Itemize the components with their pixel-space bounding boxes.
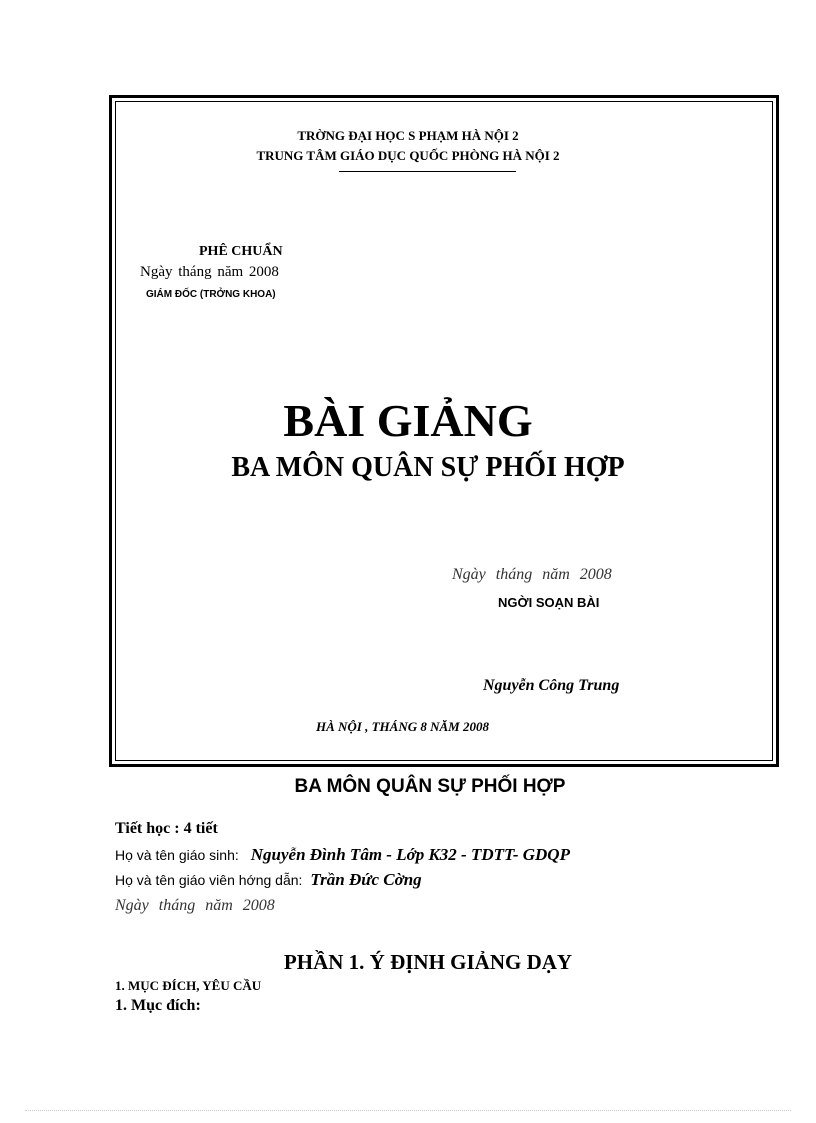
- student-line: [115, 845, 570, 865]
- student-label: Họ và tên giáo sinh:: [115, 847, 239, 863]
- header-rule: [339, 171, 516, 172]
- author-name: Nguyễn Công Trung: [483, 677, 620, 694]
- teacher-line: [115, 870, 422, 890]
- cover-subtitle: BA MÔN QUÂN SỰ PHỐI HỢP: [231, 452, 625, 483]
- teacher-value: Trần Đức Cờng: [310, 870, 422, 889]
- school-name: TRỜNG ĐẠI HỌC S PHẠM HÀ NỘI 2: [297, 128, 519, 143]
- approval-signer: GIÁM ĐỐC (TRỞNG KHOA): [146, 289, 276, 300]
- approval-date: Ngày tháng năm 2008: [140, 264, 279, 280]
- section-heading: 1. MỤC ĐÍCH, YÊU CẦU: [115, 978, 262, 993]
- body-heading: BA MÔN QUÂN SỰ PHỐI HỢP: [294, 776, 566, 797]
- part-heading: PHẦN 1. Ý ĐỊNH GIẢNG DẠY: [283, 950, 573, 974]
- prepared-date: Ngày tháng năm 2008: [452, 566, 612, 583]
- cover-title: BÀI GIẢNG: [283, 395, 533, 446]
- city-date: HÀ NỘI , THÁNG 8 NĂM 2008: [316, 719, 489, 734]
- page-bottom-divider: [25, 1110, 791, 1111]
- student-value: Nguyễn Đình Tâm - Lớp K32 - TDTT- GDQP: [250, 845, 570, 864]
- body-date: Ngày tháng năm 2008: [115, 897, 275, 914]
- prepared-role: NGỜI SOẠN BÀI: [498, 595, 600, 610]
- lesson-time: Tiết học : 4 tiết: [115, 820, 218, 837]
- teacher-label: Họ và tên giáo viên hớng dẫn:: [115, 872, 303, 888]
- subsection-heading: 1. Mục đích:: [115, 997, 201, 1014]
- approval-title: PHÊ CHUẨN: [199, 244, 283, 259]
- center-name: TRUNG TÂM GIÁO DỤC QUỐC PHÒNG HÀ NỘI 2: [256, 148, 560, 163]
